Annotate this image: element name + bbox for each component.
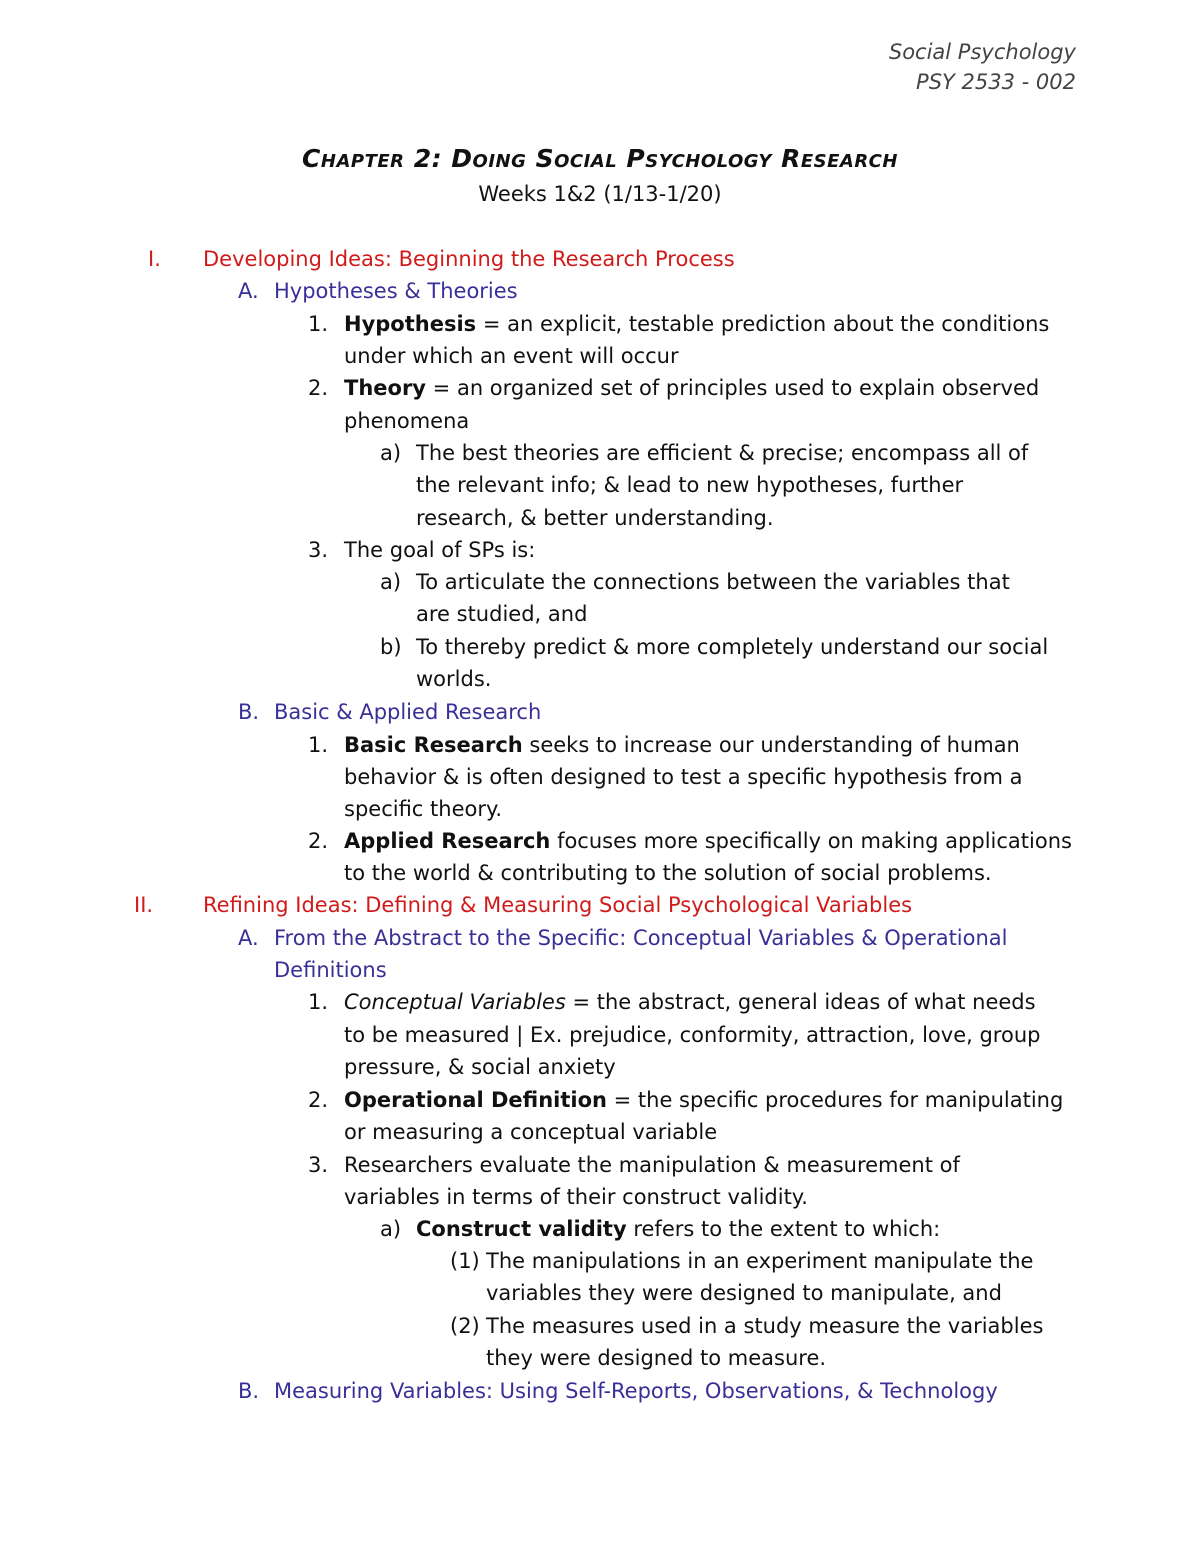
- text-line: worlds.: [416, 667, 492, 691]
- item-number: 3.: [308, 538, 329, 562]
- section-2-number: II.: [134, 893, 154, 917]
- item-letter: a): [380, 1217, 402, 1241]
- item-number: 1.: [308, 733, 329, 757]
- basic-research-definition: Basic Research seeks to increase our understanding of human: [344, 733, 1020, 757]
- chapter-title: Chapter 2: Doing Social Psychology Research: [302, 144, 898, 173]
- text-line: to be measured | Ex. prejudice, conformity, attraction, love, group: [344, 1023, 1041, 1047]
- item-number: 1.: [308, 990, 329, 1014]
- term-theory: Theory: [344, 376, 426, 400]
- text-line: under which an event will occur: [344, 344, 679, 368]
- item-number: 2.: [308, 376, 329, 400]
- course-code: PSY 2533 - 002: [916, 70, 1076, 94]
- text-line: The best theories are efficient & precise; encompass all of: [416, 441, 1029, 465]
- text-line: phenomena: [344, 409, 470, 433]
- term-hypothesis: Hypothesis: [344, 312, 477, 336]
- subsection-2b-heading: Measuring Variables: Using Self-Reports, Observations, & Technology: [274, 1379, 998, 1403]
- section-1-heading: Developing Ideas: Beginning the Research Process: [203, 247, 735, 271]
- item-paren-number: (2): [450, 1314, 480, 1338]
- text-line: they were designed to measure.: [486, 1346, 827, 1370]
- item-paren-number: (1): [450, 1249, 480, 1273]
- conceptual-variables-definition: Conceptual Variables = the abstract, general ideas of what needs: [344, 990, 1036, 1014]
- theory-definition: Theory = an organized set of principles used to explain observed: [344, 376, 1040, 400]
- text-line: specific theory.: [344, 797, 503, 821]
- item-letter: a): [380, 570, 402, 594]
- term-construct-validity: Construct validity: [416, 1217, 627, 1241]
- text-line: Researchers evaluate the manipulation & measurement of: [344, 1153, 960, 1177]
- subsection-1b-heading: Basic & Applied Research: [274, 700, 542, 724]
- item-letter: a): [380, 441, 402, 465]
- item-number: 2.: [308, 829, 329, 853]
- section-2-heading: Refining Ideas: Defining & Measuring Social Psychological Variables: [203, 893, 913, 917]
- course-name: Social Psychology: [888, 40, 1076, 64]
- text-line: or measuring a conceptual variable: [344, 1120, 718, 1144]
- hypothesis-definition: Hypothesis = an explicit, testable prediction about the conditions: [344, 312, 1050, 336]
- applied-research-definition: Applied Research focuses more specifically on making applications: [344, 829, 1072, 853]
- operational-definition: Operational Definition = the specific procedures for manipulating: [344, 1088, 1064, 1112]
- text-line: variables in terms of their construct validity.: [344, 1185, 808, 1209]
- construct-validity-definition: Construct validity refers to the extent to which:: [416, 1217, 941, 1241]
- item-number: 2.: [308, 1088, 329, 1112]
- text-line: pressure, & social anxiety: [344, 1055, 616, 1079]
- text-line: the relevant info; & lead to new hypotheses, further: [416, 473, 964, 497]
- subsection-2a-heading: From the Abstract to the Specific: Conceptual Variables & Operational: [274, 926, 1008, 950]
- subsection-1a-heading: Hypotheses & Theories: [274, 279, 518, 303]
- section-1-number: I.: [148, 247, 161, 271]
- item-number: 1.: [308, 312, 329, 336]
- term-applied-research: Applied Research: [344, 829, 551, 853]
- text-line: variables they were designed to manipulate, and: [486, 1281, 1002, 1305]
- text-line: To articulate the connections between the variables that: [416, 570, 1010, 594]
- text-line: To thereby predict & more completely understand our social: [416, 635, 1049, 659]
- item-number: 3.: [308, 1153, 329, 1177]
- subsection-1a-letter: A.: [238, 279, 259, 303]
- term-conceptual-variables: Conceptual Variables: [344, 990, 566, 1014]
- text-line: The goal of SPs is:: [344, 538, 536, 562]
- text-line: The manipulations in an experiment manipulate the: [486, 1249, 1034, 1273]
- subsection-2b-letter: B.: [238, 1379, 260, 1403]
- weeks-subtitle: Weeks 1&2 (1/13-1/20): [478, 182, 722, 206]
- text-line: The measures used in a study measure the variables: [486, 1314, 1044, 1338]
- term-basic-research: Basic Research: [344, 733, 523, 757]
- subsection-2a-heading-cont: Definitions: [274, 958, 387, 982]
- subsection-2a-letter: A.: [238, 926, 259, 950]
- text-line: research, & better understanding.: [416, 506, 774, 530]
- term-operational-definition: Operational Definition: [344, 1088, 607, 1112]
- text-line: behavior & is often designed to test a specific hypothesis from a: [344, 765, 1023, 789]
- item-letter: b): [380, 635, 402, 659]
- text-line: are studied, and: [416, 602, 588, 626]
- subsection-1b-letter: B.: [238, 700, 260, 724]
- text-line: to the world & contributing to the solution of social problems.: [344, 861, 992, 885]
